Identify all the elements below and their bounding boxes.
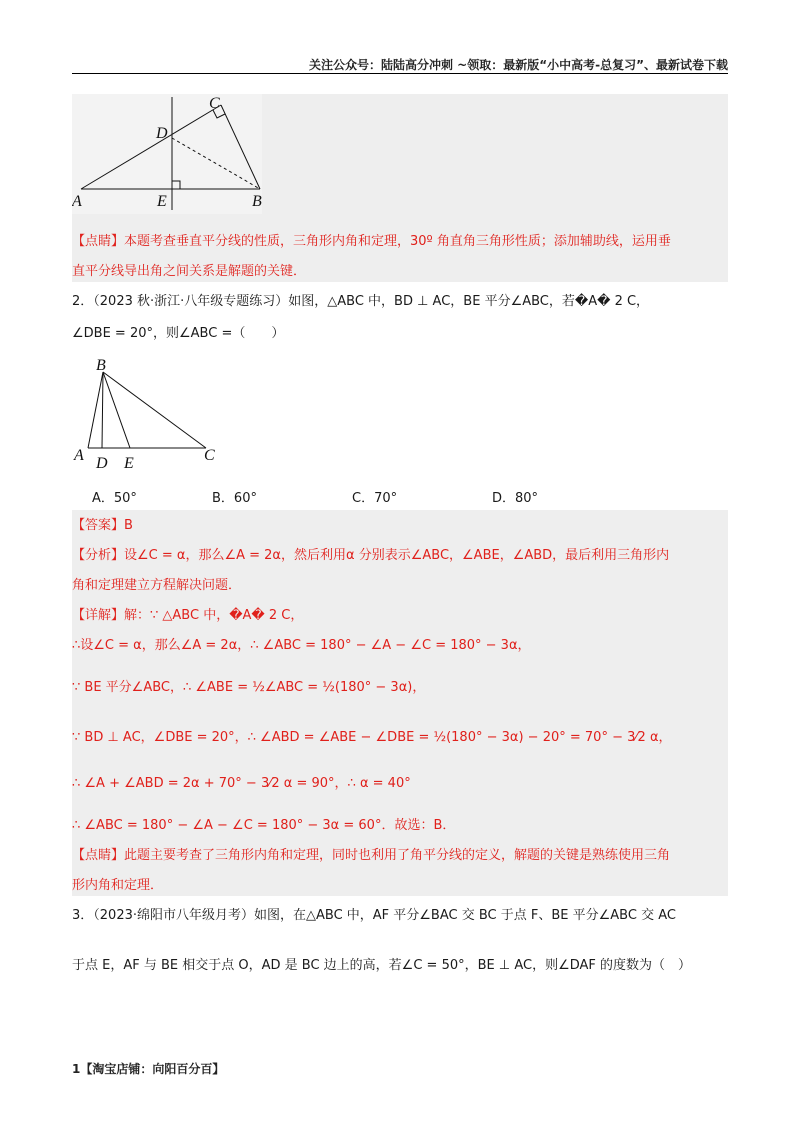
shaded-block-2: [72, 510, 728, 896]
point1-line2: 直平分线导出角之间关系是解题的关键．: [72, 264, 307, 279]
analysis-line1: 【分析】设∠C = α，那么∠A = 2α，然后利用α 分别表示∠ABC，∠ABE，∠ABD，最后利用三角形内: [72, 548, 670, 563]
page-header: 关注公众号：陆陆高分冲刺 ~领取：最新版“小中高考-总复习”、最新试卷下载: [309, 58, 728, 72]
fig1-label-a: A: [72, 193, 82, 210]
q2-line1: 2．（2023 秋·浙江·八年级专题练习）如图，△ABC 中，BD ⊥ AC，BE 平分∠ABC，若�A� 2 C，: [72, 294, 650, 309]
solution-step-4: ∴ ∠A + ∠ABD = 2α + 70° − 3⁄2 α = 90°，∴ α = 40°: [72, 776, 411, 791]
answer-line: 【答案】B: [72, 518, 133, 533]
option-d: D．80°: [492, 491, 539, 506]
option-c: C．70°: [352, 491, 398, 506]
solution-step-5: ∴ ∠ABC = 180° − ∠A − ∠C = 180° − 3α = 60°．故选：B．: [72, 818, 456, 833]
solution-step-3: ∵ BD ⊥ AC，∠DBE = 20°，∴ ∠ABD = ∠ABE − ∠DBE = ½(180° − 3α) − 20° = 70° − 3⁄2 α，: [72, 730, 672, 745]
point1-text1: 本题考查垂直平分线的性质，三角形内角和定理，30º 角直角三角形性质；添加辅助线，运用垂: [124, 234, 671, 249]
fig2-label-b: B: [96, 357, 106, 374]
option-b: B．60°: [212, 491, 257, 506]
figure-2: [72, 356, 232, 474]
header-rule: [72, 73, 728, 74]
solution-step-1: ∴设∠C = α，那么∠A = 2α，∴ ∠ABC = 180° − ∠A − ∠C = 180° − 3α，: [72, 638, 531, 653]
point1-line1: [72, 232, 732, 252]
fig1-label-d: D: [156, 125, 168, 142]
fig1-label-e: E: [157, 193, 167, 210]
option-a: A．50°: [92, 491, 137, 506]
q2-line2: ∠DBE = 20°，则∠ABC =（ ）: [72, 326, 285, 341]
page-footer: 1【淘宝店铺：向阳百分百】: [72, 1062, 225, 1076]
detail-line: 【详解】解：∵ △ABC 中，�A� 2 C，: [72, 608, 304, 623]
fig2-label-a: A: [74, 447, 84, 464]
solution-step-2: ∵ BE 平分∠ABC，∴ ∠ABE = ½∠ABC = ½(180° − 3α)，: [72, 680, 426, 695]
fig2-label-c: C: [204, 447, 215, 464]
fig2-label-e: E: [124, 455, 134, 472]
point2-line1: 【点睛】此题主要考查了三角形内角和定理，同时也利用了角平分线的定义，解题的关键是熟练使用三角: [72, 848, 671, 863]
fig1-label-c: C: [209, 95, 220, 112]
fig2-label-d: D: [96, 455, 108, 472]
point2-line2: 形内角和定理．: [72, 878, 164, 893]
analysis-line2: 角和定理建立方程解决问题．: [72, 578, 242, 593]
point-tag: 【点睛】: [72, 234, 125, 249]
q3-line2: 于点 E，AF 与 BE 相交于点 O，AD 是 BC 边上的高，若∠C = 50°，BE ⊥ AC，则∠DAF 的度数为（ ）: [72, 958, 692, 973]
figure-1: [72, 94, 272, 218]
q3-line1: 3．（2023·绵阳市八年级月考）如图，在△ABC 中，AF 平分∠BAC 交 BC 于点 F、BE 平分∠ABC 交 AC: [72, 908, 676, 923]
fig1-label-b: B: [252, 193, 262, 210]
